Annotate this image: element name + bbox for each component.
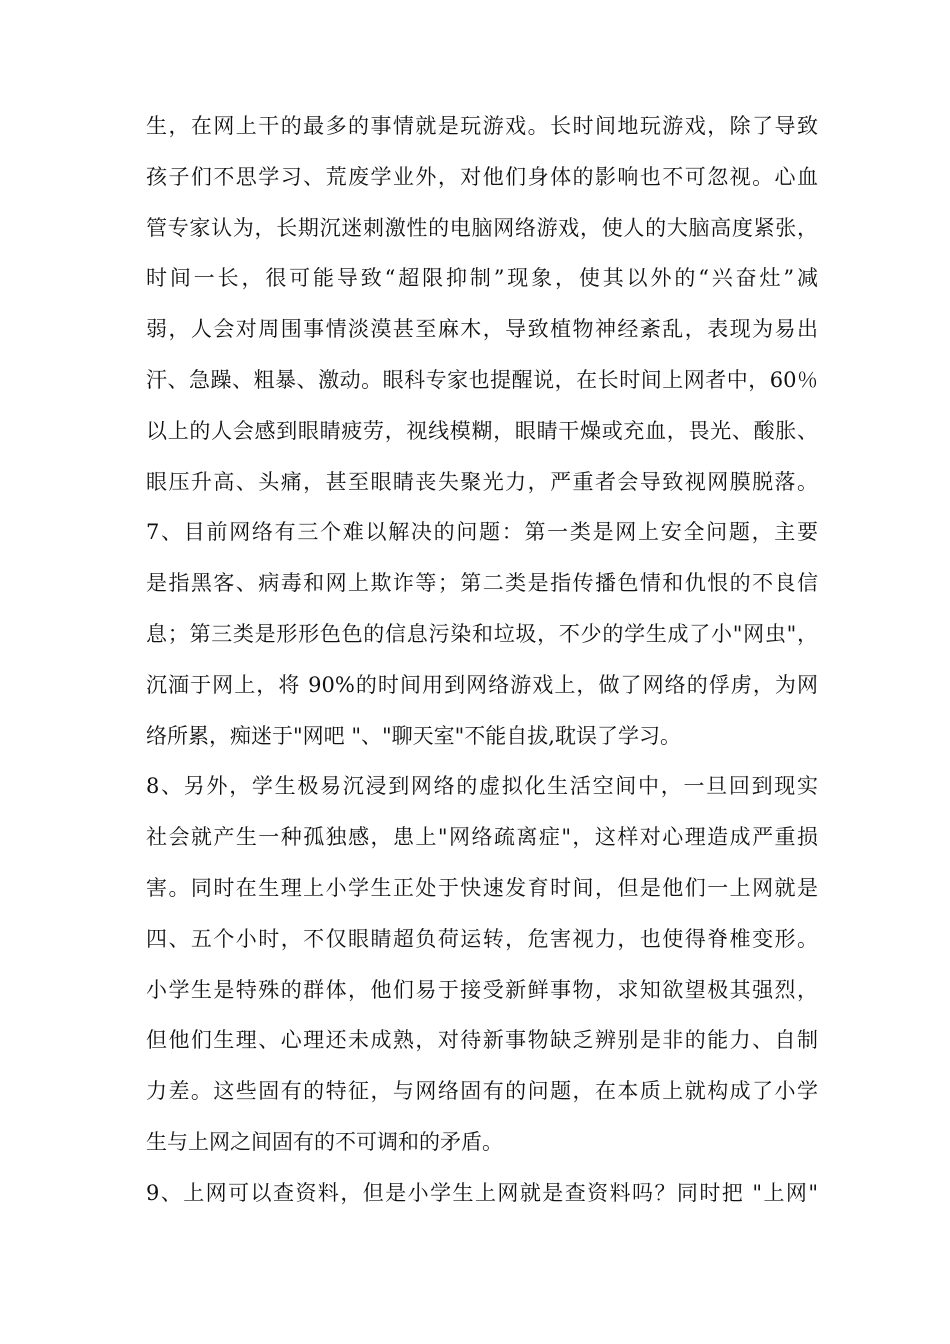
paragraph-9-start: 9、上网可以查资料，但是小学生上网就是查资料吗？同时把 "上网" <box>146 1180 818 1205</box>
text-line: 管专家认为，长期沉迷刺激性的电脑网络游戏，使人的大脑高度紧张， <box>146 215 818 240</box>
text-line: 力差。这些固有的特征，与网络固有的问题，在本质上就构成了小学 <box>146 1079 818 1104</box>
text-line: 孩子们不思学习、荒废学业外，对他们身体的影响也不可忽视。心血 <box>146 164 818 189</box>
body-text <box>146 101 818 1219</box>
text-line: 时间一长，很可能导致“超限抑制”现象，使其以外的“兴奋灶”减 <box>146 266 818 291</box>
text-line: 汗、急躁、粗暴、激动。眼科专家也提醒说，在长时间上网者中，60％ <box>146 367 818 392</box>
text-line: 弱，人会对周围事情淡漠甚至麻木，导致植物神经紊乱，表现为易出 <box>146 317 818 342</box>
text-line: 社会就产生一种孤独感，患上"网络疏离症"，这样对心理造成严重损 <box>146 825 818 850</box>
text-line: 是指黑客、病毒和网上欺诈等；第二类是指传播色情和仇恨的不良信 <box>146 571 818 596</box>
text-line: 生与上网之间固有的不可调和的矛盾。 <box>146 1129 503 1154</box>
paragraph-7-start: 7、目前网络有三个难以解决的问题：第一类是网上安全问题，主要 <box>146 520 818 545</box>
text-line: 生，在网上干的最多的事情就是玩游戏。长时间地玩游戏，除了导致 <box>146 114 818 138</box>
text-line: 沉湎于网上，将 90%的时间用到网络游戏上，做了网络的俘虏，为网 <box>146 672 818 697</box>
text-line: 息；第三类是形形色色的信息污染和垃圾，不少的学生成了小"网虫"， <box>146 621 818 646</box>
text-line: 眼压升高、头痛，甚至眼睛丧失聚光力，严重者会导致视网膜脱落。 <box>146 469 818 494</box>
text-line: 络所累，痴迷于"网吧 "、"聊天室"不能自拔,耽误了学习。 <box>146 723 681 748</box>
paragraph-8-start: 8、另外，学生极易沉浸到网络的虚拟化生活空间中，一旦回到现实 <box>146 774 818 799</box>
text-line: 四、五个小时，不仅眼睛超负荷运转，危害视力，也使得脊椎变形。 <box>146 926 818 951</box>
text-line: 以上的人会感到眼睛疲劳，视线模糊，眼睛干燥或充血，畏光、酸胀、 <box>146 418 818 443</box>
text-line: 小学生是特殊的群体，他们易于接受新鲜事物，求知欲望极其强烈， <box>146 977 818 1002</box>
text-line: 害。同时在生理上小学生正处于快速发育时间，但是他们一上网就是 <box>146 875 818 900</box>
text-line: 但他们生理、心理还未成熟，对待新事物缺乏辨别是非的能力、自制 <box>146 1028 818 1053</box>
